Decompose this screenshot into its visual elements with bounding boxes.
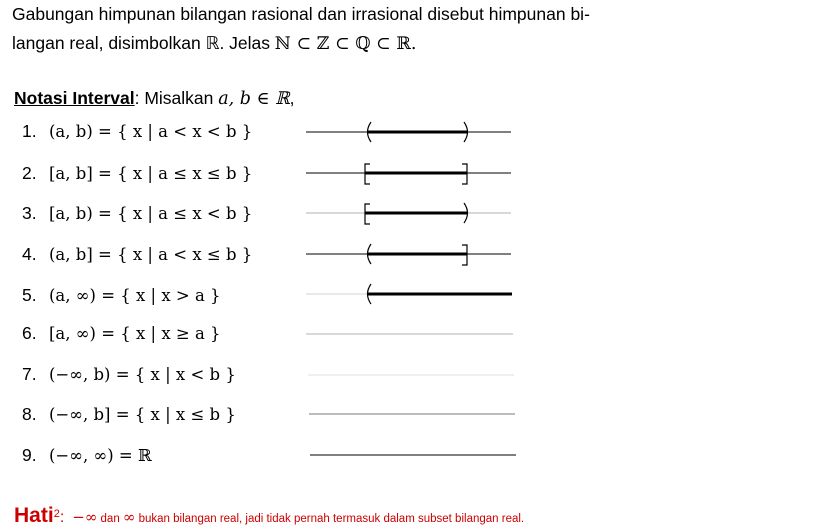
infinity-symbol: ∞ xyxy=(122,507,136,526)
number-line-4 xyxy=(306,244,511,265)
interval-heading-label: Notasi Interval xyxy=(14,88,135,108)
item-expression: (−∞, b) = { x | x < b } xyxy=(49,365,236,384)
note-dan: dan xyxy=(97,512,123,525)
item-expression: (−∞, ∞) = ℝ xyxy=(49,446,152,465)
item-number: 8. xyxy=(22,404,37,424)
item-number: 9. xyxy=(22,445,37,465)
item-number: 3. xyxy=(22,203,37,223)
note-text: bukan bilangan real, jadi tidak pernah termasuk dalam subset bilangan real. xyxy=(135,512,525,525)
item-expression: (−∞, b] = { x | x ≤ b } xyxy=(49,405,236,424)
intro-line-2-math: ℕ ⊂ ℤ ⊂ ℚ ⊂ ℝ. xyxy=(274,34,417,54)
number-line-1 xyxy=(306,122,511,142)
item-number: 4. xyxy=(22,244,37,264)
item-expression: [a, b) = { x | a ≤ x < b } xyxy=(49,204,253,223)
hati-title: Hati xyxy=(14,503,54,527)
hati-superscript: 2 xyxy=(53,508,60,520)
item-expression: (a, b] = { x | a < x ≤ b } xyxy=(49,245,253,264)
item-expression: (a, b) = { x | a < x < b } xyxy=(49,122,253,141)
item-number: 7. xyxy=(22,364,37,384)
item-number: 1. xyxy=(22,121,37,141)
interval-heading-math: a, b ∈ ℝ xyxy=(218,89,290,109)
item-expression: [a, b] = { x | a ≤ x ≤ b } xyxy=(49,164,253,183)
intro-line-2-text: langan real, disimbolkan ℝ. Jelas xyxy=(12,33,275,53)
number-line-5 xyxy=(306,284,512,304)
hati-colon: : xyxy=(59,508,65,526)
item-number: 2. xyxy=(22,163,37,183)
item-number: 5. xyxy=(22,285,37,305)
item-number: 6. xyxy=(22,323,37,343)
interval-heading-text: : Misalkan xyxy=(134,88,219,108)
item-expression: (a, ∞) = { x | x > a } xyxy=(49,286,221,305)
item-expression: [a, ∞) = { x | x ≥ a } xyxy=(49,324,221,343)
interval-heading-end: , xyxy=(289,88,295,108)
intro-line-1: Gabungan himpunan bilangan rasional dan irrasional disebut himpunan bi- xyxy=(12,4,590,24)
number-line-2 xyxy=(306,164,511,184)
neg-infinity-symbol: −∞ xyxy=(72,507,98,526)
number-line-3 xyxy=(306,203,511,224)
